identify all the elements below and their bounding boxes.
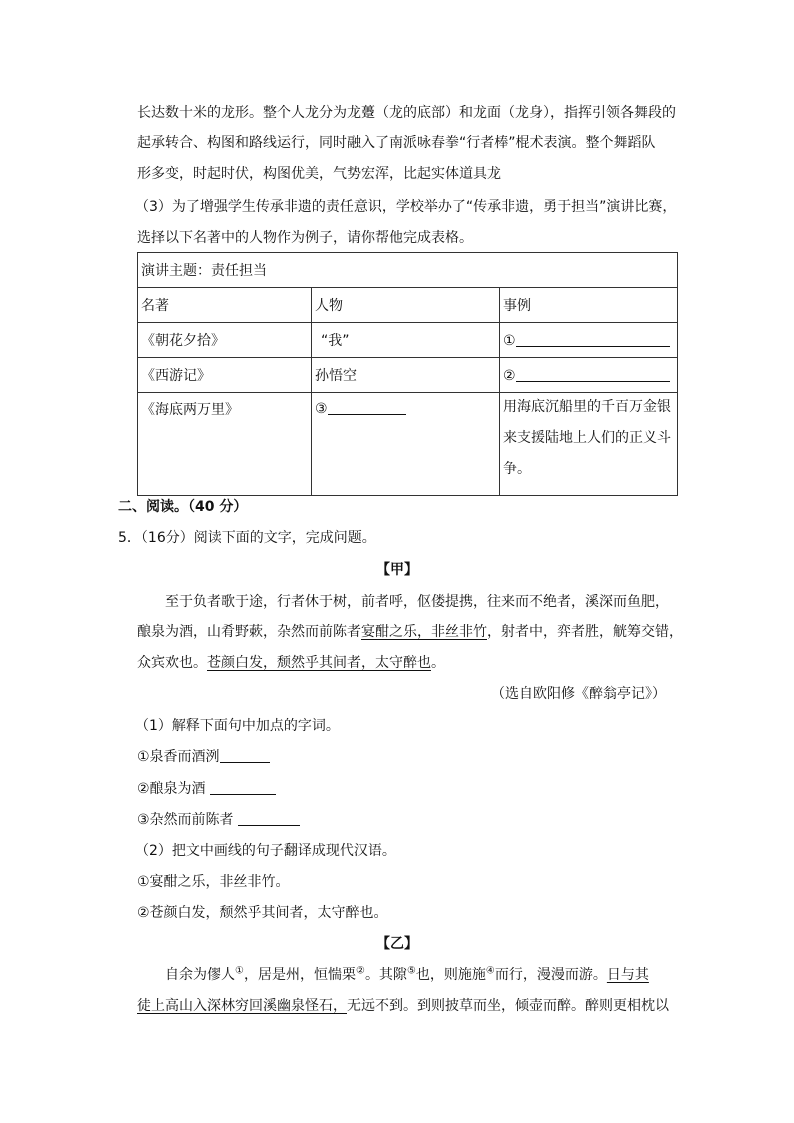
example-text: 用海底沉船里的千百万金银来支援陆地上人们的正义斗争。 [503, 399, 671, 477]
answer-blank-q1a[interactable] [220, 747, 270, 763]
table-row [138, 358, 678, 393]
intro-line-2: 起承转合、构图和路线运行，同时融入了南派咏春拳“行者棒”棍术表演。整个舞蹈队 [137, 135, 656, 151]
table-row [138, 323, 678, 358]
header-book: 名著 [138, 288, 312, 323]
person-cell[interactable] [312, 393, 500, 496]
passage-yi-title: 【乙】 [376, 936, 418, 952]
text: 也，则施施 [415, 967, 486, 983]
underlined-sentence-3-cont: 徒上高山入深林穷回溪幽泉怪石， [137, 998, 347, 1014]
person-cell: 孙悟空 [312, 358, 500, 393]
text: ，射者中，弈者胜，觥筹交错， [487, 624, 683, 640]
responsibility-table [137, 252, 678, 496]
intro-line-1: 长达数十米的龙形。整个人龙分为龙躉（龙的底部）和龙面（龙身），指挥引领各舞段的 [137, 105, 676, 121]
passage-yi-line-2 [137, 996, 669, 1016]
text: 而行，漫漫而游。 [494, 967, 607, 983]
text: ，居是州，恒惴栗 [243, 967, 356, 983]
underlined-sentence-1: 宴酣之乐，非丝非竹 [361, 624, 487, 640]
intro-line-3: 形多变，时起时伏，构图优美，气势宏浑，比起实体道具龙 [137, 166, 501, 182]
answer-mark-3: ③ [315, 401, 328, 417]
question-3-line-2: 选择以下名著中的人物作为例子，请你帮他完成表格。 [137, 230, 473, 246]
answer-mark-1: ① [503, 333, 516, 349]
text: ①泉香而酒洌 [137, 749, 220, 765]
text: ②酿泉为酒 [137, 781, 206, 797]
text: 无远不到。到则披草而坐，倾壶而醉。醉则更相枕以 [347, 998, 669, 1014]
example-cell [500, 393, 678, 496]
answer-mark-2: ② [503, 368, 516, 384]
text: 酿泉为酒，山肴野蔌，杂然而前陈者 [137, 624, 361, 640]
text: ③杂然而前陈者 [137, 812, 234, 828]
text: 。 [431, 655, 445, 671]
example-cell[interactable] [500, 323, 678, 358]
text: 。其隙 [364, 967, 407, 983]
underlined-sentence-3: 日与其 [606, 967, 649, 983]
sub-question-2: （2）把文中画线的句子翻译成现代汉语。 [135, 843, 396, 859]
example-cell[interactable] [500, 358, 678, 393]
sub-question-1a [137, 747, 270, 767]
footnote-mark: ⑤ [406, 965, 416, 977]
passage-jia-line-3 [137, 653, 445, 673]
book-cell: 《西游记》 [138, 358, 312, 393]
passage-jia-line-2 [137, 622, 683, 642]
question-5: 5．（16分）阅读下面的文字，完成问题。 [118, 530, 376, 546]
answer-blank-3[interactable] [328, 399, 406, 415]
passage-yi-line-1 [165, 965, 649, 985]
sub-question-1c [137, 810, 300, 830]
answer-blank-q1c[interactable] [238, 810, 300, 826]
footnote-mark: ① [235, 965, 244, 977]
person-cell [312, 323, 500, 358]
person-text: “我” [321, 333, 350, 349]
book-cell: 《朝花夕拾》 [138, 323, 312, 358]
table-theme-row [138, 253, 678, 288]
header-person: 人物 [312, 288, 500, 323]
table-row [138, 393, 678, 496]
section-heading: 二、阅读。（40 分） [118, 499, 248, 515]
passage-jia-line-1: 至于负者歌于途，行者休于树，前者呼，伛偻提携，往来而不绝者，溪深而鱼肥， [165, 594, 669, 610]
answer-blank-2[interactable] [516, 366, 670, 382]
answer-blank-1[interactable] [516, 331, 670, 347]
text: 众宾欢也。 [137, 655, 207, 671]
passage-jia-source: （选自欧阳修《醉翁亭记》） [491, 686, 666, 702]
sub-question-2b: ②苍颜白发，颓然乎其间者，太守醉也。 [137, 905, 388, 921]
footnote-mark: ④ [485, 965, 495, 977]
passage-jia-title: 【甲】 [376, 562, 418, 578]
question-3-line-1: （3）为了增强学生传承非遗的责任意识，学校举办了“传承非遗，勇于担当”演讲比赛， [135, 199, 677, 215]
sub-question-1b [137, 779, 276, 799]
book-cell: 《海底两万里》 [138, 393, 312, 496]
header-example: 事例 [500, 288, 678, 323]
footnote-mark: ② [355, 965, 365, 977]
underlined-sentence-2: 苍颜白发，颓然乎其间者，太守醉也 [207, 655, 431, 671]
table-header-row [138, 288, 678, 323]
sub-question-2a: ①宴酣之乐，非丝非竹。 [137, 874, 290, 890]
text: 自余为僇人 [165, 967, 235, 983]
answer-blank-q1b[interactable] [210, 779, 276, 795]
sub-question-1: （1）解释下面句中加点的字词。 [135, 718, 340, 734]
table-theme: 演讲主题：责任担当 [138, 253, 678, 288]
